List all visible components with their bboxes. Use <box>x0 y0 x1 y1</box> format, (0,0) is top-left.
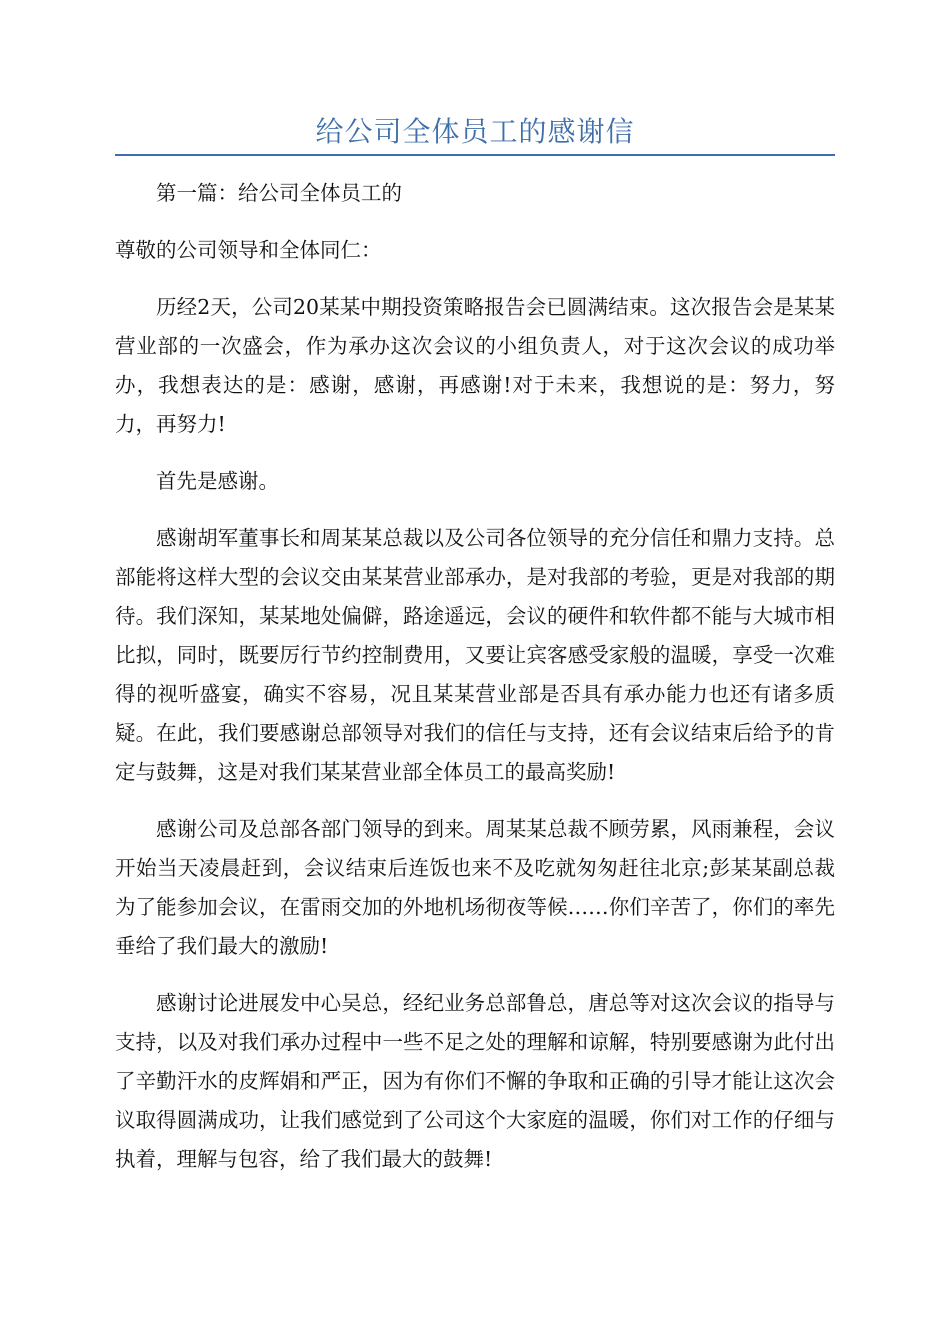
title-underline <box>115 154 835 156</box>
paragraph: 感谢公司及总部各部门领导的到来。周某某总裁不顾劳累，风雨兼程，会议开始当天凌晨赶到，会议结束后连饭也来不及吃就匆匆赶往北京;彭某某副总裁为了能参加会议，在雷雨交加的外地机场彻夜等候……你们辛苦了，你们的率先垂给了我们最大的激励! <box>115 817 835 958</box>
paragraph: 尊敬的公司领导和全体同仁： <box>115 238 382 262</box>
document-body <box>115 174 835 1197</box>
paragraph: 首先是感谢。 <box>156 469 279 493</box>
paragraph: 感谢讨论进展发中心吴总，经纪业务总部鲁总，唐总等对这次会议的指导与支持，以及对我们承办过程中一些不足之处的理解和谅解，特别要感谢为此付出了辛勤汗水的皮辉娟和严正，因为有你们不懈的争取和正确的引导才能让这次会议取得圆满成功，让我们感觉到了公司这个大家庭的温暖，你们对工作的仔细与执着，理解与包容，给了我们最大的鼓舞! <box>115 991 835 1171</box>
document-title: 给公司全体员工的感谢信 <box>315 115 635 148</box>
paragraph: 感谢胡军董事长和周某某总裁以及公司各位领导的充分信任和鼎力支持。总部能将这样大型的会议交由某某营业部承办，是对我部的考验，更是对我部的期待。我们深知，某某地处偏僻，路途遥远，会议的硬件和软件都不能与大城市相比拟，同时，既要厉行节约控制费用，又要让宾客感受家般的温暖，享受一次难得的视听盛宴，确实不容易，况且某某营业部是否具有承办能力也还有诸多质疑。在此，我们要感谢总部领导对我们的信任与支持，还有会议结束后给予的肯定与鼓舞，这是对我们某某营业部全体员工的最高奖励! <box>115 526 835 784</box>
paragraph: 第一篇：给公司全体员工的 <box>156 181 402 205</box>
paragraph: 历经2天，公司20某某中期投资策略报告会已圆满结束。这次报告会是某某营业部的一次盛会，作为承办这次会议的小组负责人，对于这次会议的成功举办，我想表达的是：感谢，感谢，再感谢!对于未来，我想说的是：努力，努力，再努力! <box>115 295 835 436</box>
